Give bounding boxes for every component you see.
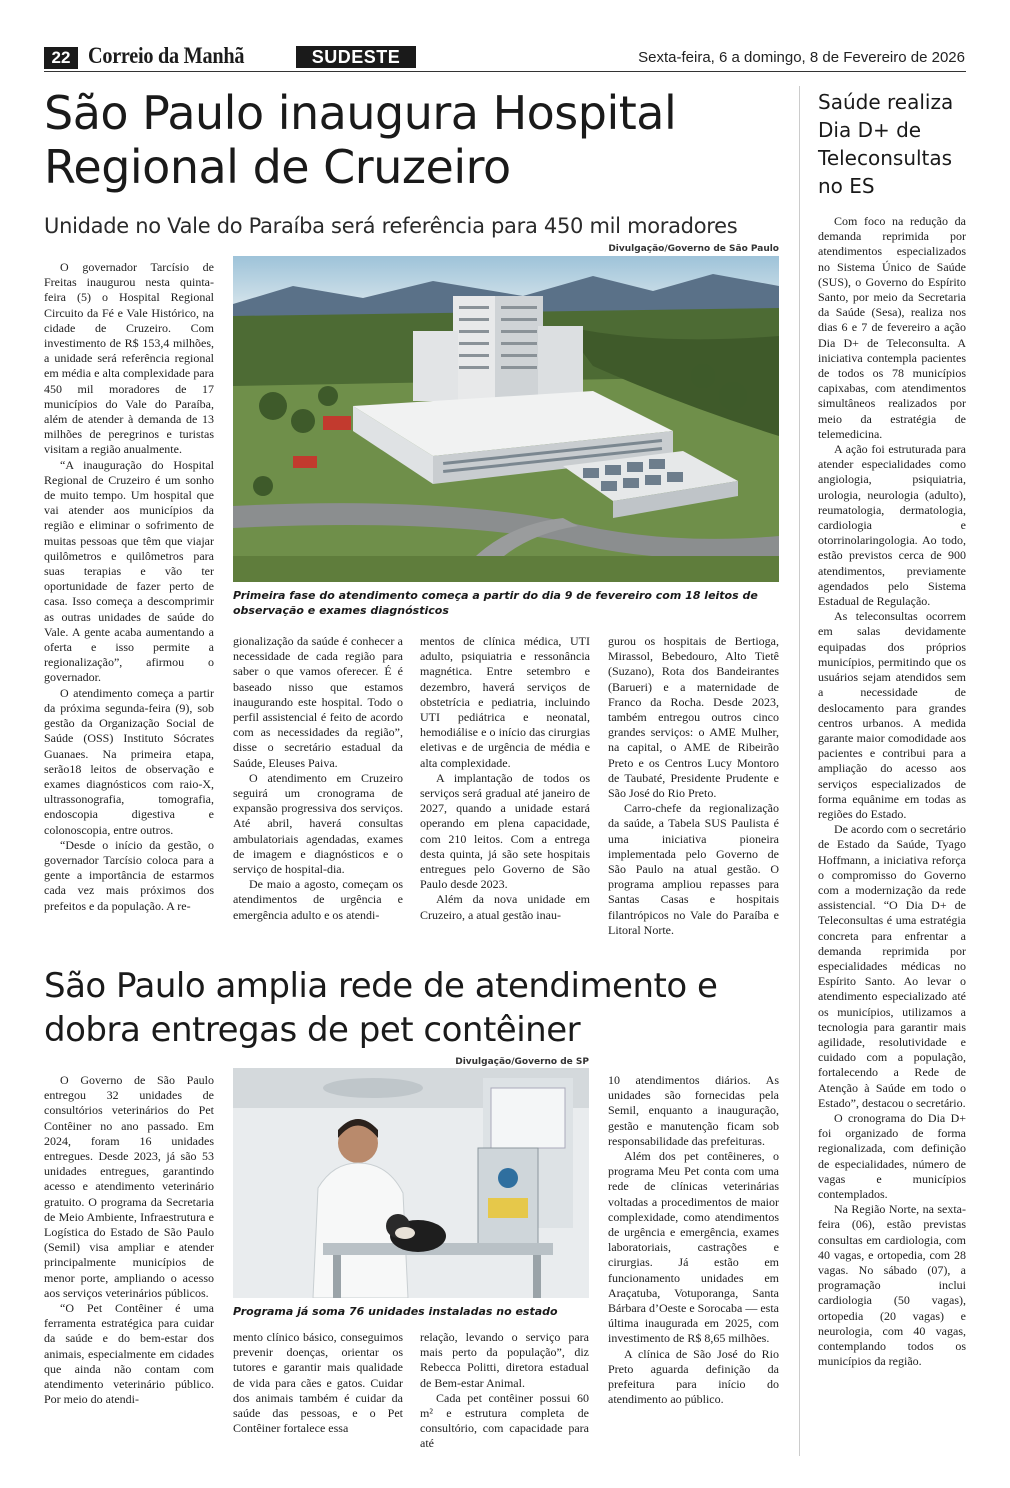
paragraph: A implantação de todos os serviços será gradual até janeiro de 2027, quando a unidade estará operando em plena capacidade, com 210 leitos. Com a entrega desta quinta, já são sete hospitais entregues pelo Governo de São Paulo desde 2023. [420, 770, 590, 892]
paragraph: O Governo de São Paulo entregou 32 unidades de consultórios veterinários do Pet Contêiner no ano passado. Em 2024, foram 16 unidades entregues. Desde 2023, já são 53 unidades entregues, garantindo acesso e atendimento veterinário gratuito. O programa da Secretaria de Meio Ambiente, Infraestrutura e Logística do Estado de São Paulo (Semil) visa ampliar e atender principalmente municípios de menor porte, ampliando o acesso aos serviços veterinários públicos. [44, 1073, 214, 1300]
article1-column-4 [608, 634, 779, 938]
paragraph: Além da nova unidade em Cruzeiro, a atual gestão inau- [420, 892, 590, 922]
vet-photo [233, 1068, 589, 1298]
page-number: 22 [44, 47, 78, 69]
paragraph: mento clínico básico, conseguimos prevenir doenças, orientar os tutores e garantir mais qualidade de vida para cães e gatos. Cuidar dos animais também é cuidar da saúde das pessoas, e o Pet Contêiner fortalece essa [233, 1330, 403, 1436]
paragraph: Cada pet contêiner possui 60 m² e estrutura completa de consultório, com capacidade para até [420, 1390, 589, 1451]
paragraph: De maio a agosto, começam os atendimentos de urgência e emergência adulto e os atendi- [233, 877, 403, 922]
article1-photo-credit: Divulgação/Governo de São Paulo [608, 244, 779, 254]
paragraph: Com foco na redução da demanda reprimida por atendimentos especializados no Sistema Único de Saúde (SUS), o Governo do Espírito Santo, por meio da Secretaria da Saúde (Sesa), realiza nos dias 6 e 7 de fevereiro a ação Dia D+ de Teleconsulta. A iniciativa contempla pacientes de todos os 78 municípios capixabas, com atendimentos simultâneos realizados por meio da estratégia de telemedicina. [818, 214, 966, 441]
article2-column-3 [420, 1330, 589, 1452]
paragraph: 10 atendimentos diários. As unidades são fornecidas pela Semil, enquanto a inauguração, gestão e manutenção ficam sob responsabilidade das prefeituras. [608, 1073, 779, 1148]
paragraph: A ação foi estruturada para atender especialidades como angiologia, psiquiatria, urologia, neurologia (adulto), reumatologia, dermatologia, cardiologia e otorrinolaringologia. Ao todo, estão previstos cerca de 900 atendimentos, previamente agendados pelo Sistema Estadual de Regulação. [818, 442, 966, 609]
paragraph: O atendimento em Cruzeiro seguirá um cronograma de expansão progressiva dos serviços. Até abril, haverá consultas ambulatoriais agendadas, exames de imagem e diagnósticos e o serviço de hospital-dia. [233, 770, 403, 877]
paragraph: O atendimento começa a partir da próxima segunda-feira (9), sob gestão da Organização Social de Saúde (OSS) Instituto Sócrates Guanaes. Na primeira etapa, serão18 leitos de observação e exames diagnósticos com raio-X, ultrassonografia, tomografia, endoscopia digestiva e colonoscopia, entre outros. [44, 685, 214, 837]
article2-photo-caption: Programa já soma 76 unidades instaladas no estado [233, 1305, 558, 1318]
paragraph: mentos de clínica médica, UTI adulto, psiquiatria e ressonância magnética. Entre setembro e dezembro, haverá serviços de obstetrícia e pediatria, incluindo UTI pediátrica e neonatal, hemodiálise e o início das cirurgias eletivas e de urgência de média e alta complexidade. [420, 634, 590, 770]
paragraph: “Desde o início da gestão, o governador Tarcísio coloca para a gente a importância de estarmos cada vez mais próximos dos prefeitos e da população. A re- [44, 837, 214, 913]
section-tag: SUDESTE [296, 46, 416, 68]
article1-column-3 [420, 634, 590, 923]
paragraph: gionalização da saúde é conhecer a necessidade de cada região para saber o que vamos oferecer. É é baseado nisso que estamos inaugurando este hospital. Todo o perfil assistencial é feito de acordo com as necessidades da região”, disse o secretário estadual da Saúde, Eleuses Paiva. [233, 634, 403, 770]
article1-subhead: Unidade no Vale do Paraíba será referência para 450 mil moradores [44, 214, 738, 238]
header-rule [44, 71, 966, 72]
dateline: Sexta-feira, 6 a domingo, 8 de Fevereiro de 2026 [638, 49, 965, 66]
sidebar-divider [799, 86, 800, 1456]
article1-column-1 [44, 260, 214, 950]
masthead: Correio da Manhã [88, 43, 245, 68]
paragraph: relação, levando o serviço para mais perto da população”, diz Rebecca Politti, diretora estadual de Bem-estar Animal. [420, 1330, 589, 1390]
paragraph: Na Região Norte, na sexta-feira (06), estão previstas consultas em cardiologia, com 40 vagas, e ortopedia, com 28 vagas. No sábado (07), a programação inclui cardiologia (50 vagas), ortopedia (20 vagas) e neurologia, com 40 vagas, contemplando todos os municípios da região. [818, 1202, 966, 1369]
paragraph: A clínica de São José do Rio Preto aguarda definição da prefeitura para início do atendimento ao público. [608, 1346, 779, 1407]
paragraph: O governador Tarcísio de Freitas inaugurou nesta quinta-feira (5) o Hospital Regional Circuito da Fé e Vale Histórico, na cidade de Cruzeiro. Com investimento de R$ 153,4 milhões, a unidade será referência regional em média e alta complexidade para 450 mil moradores de 17 municípios do Vale do Paraíba, além de atender à demanda de 13 milhões de peregrinos e turistas visitam a região anualmente. [44, 260, 214, 457]
paragraph: “O Pet Contêiner é uma ferramenta estratégica para cuidar da saúde e do bem-estar dos animais, especialmente em cidades que ainda não contam com atendimento veterinário público. Por meio do atendi- [44, 1301, 214, 1407]
sidebar-title: Saúde realiza Dia D+ de Teleconsultas no ES [818, 90, 954, 198]
hospital-photo [233, 256, 779, 582]
paragraph: De acordo com o secretário de Estado da Saúde, Tyago Hoffmann, a iniciativa reforça o compromisso do Governo com a modernização da rede assistencial. “O Dia D+ de Teleconsultas é uma estratégia concreta para enfrentar a demanda reprimida por especialidades médicas no Espírito Santo. Ao levar o atendimento especializado até os municípios, utilizamos a tecnologia para garantir mais agilidade, resolutividade e cuidado com a população, fortalecendo a Rede de Atenção à Saúde em todo o Estado”, destacou o secretário. [818, 822, 966, 1110]
article2-column-2 [233, 1330, 403, 1436]
paragraph: “A inauguração do Hospital Regional de Cruzeiro é um sonho de muito tempo. Um hospital que vai atender aos municípios da região e eliminar o sofrimento de muitas pessoas que têm que viajar quilômetros e quilômetros para suas terapias e vão ter oportunidade de fazer perto de casa. Isso começa a descomprimir as outras unidades de saúde do Vale. A gente acaba aumentando a oferta e isso permite a regionalização”, afirmou o governador. [44, 457, 214, 685]
article1-column-2 [233, 634, 403, 923]
article2-column-4 [608, 1073, 779, 1407]
sidebar-column [818, 214, 966, 1369]
article2-headline: São Paulo amplia rede de atendimento e dobra entregas de pet contêiner [44, 966, 718, 1050]
article1-photo-caption: Primeira fase do atendimento começa a partir do dia 9 de fevereiro com 18 leitos de observação e exames diagnósticos [233, 589, 758, 617]
paragraph: O cronograma do Dia D+ foi organizado de forma regionalizada, com definição de especialidades, número de vagas e municípios contemplados. [818, 1110, 966, 1201]
paragraph: Além dos pet contêineres, o programa Meu Pet conta com uma rede de clínicas veterinárias voltadas a procedimentos de maior complexidade, como atendimentos de urgência e emergência, exames laboratoriais, castrações e cirurgias. Já estão em funcionamento unidades em Araçatuba, Votuporanga, Santa Bárbara d’Oeste e Sorocaba — esta última inaugurada em 2025, com investimento de R$ 8,65 milhões. [608, 1149, 779, 1346]
article2-column-1 [44, 1073, 214, 1407]
paragraph: As teleconsultas ocorrem em salas devidamente equipadas dos próprios municípios, permitindo que os usuários sejam atendidos sem a necessidade de deslocamento para grandes centros urbanos. A medida garante maior comodidade aos pacientes e contribui para a ampliação do acesso aos serviços especializados de forma equânime em todas as regiões do Estado. [818, 609, 966, 821]
paragraph: gurou os hospitais de Bertioga, Mirassol, Bebedouro, Alto Tietê (Suzano), Rota dos Bandeirantes (Barueri) e a maternidade de Franco da Rocha. Desde 2023, também entregou outros cinco grandes serviços: o AME Mulher, na capital, o AME de Ribeirão Preto e os Centros Lucy Montoro de Taubaté, Presidente Prudente e São José do Rio Preto. [608, 634, 779, 801]
paragraph: Carro-chefe da regionalização da saúde, a Tabela SUS Paulista é uma iniciativa pioneira implementada pelo Governo de São Paulo na atual gestão. O programa ampliou repasses para Santas Casas e hospitais filantrópicos no Vale do Paraíba e Litoral Norte. [608, 801, 779, 937]
article2-photo-credit: Divulgação/Governo de SP [455, 1057, 589, 1067]
article1-headline: São Paulo inaugura Hospital Regional de Cruzeiro [44, 86, 677, 194]
